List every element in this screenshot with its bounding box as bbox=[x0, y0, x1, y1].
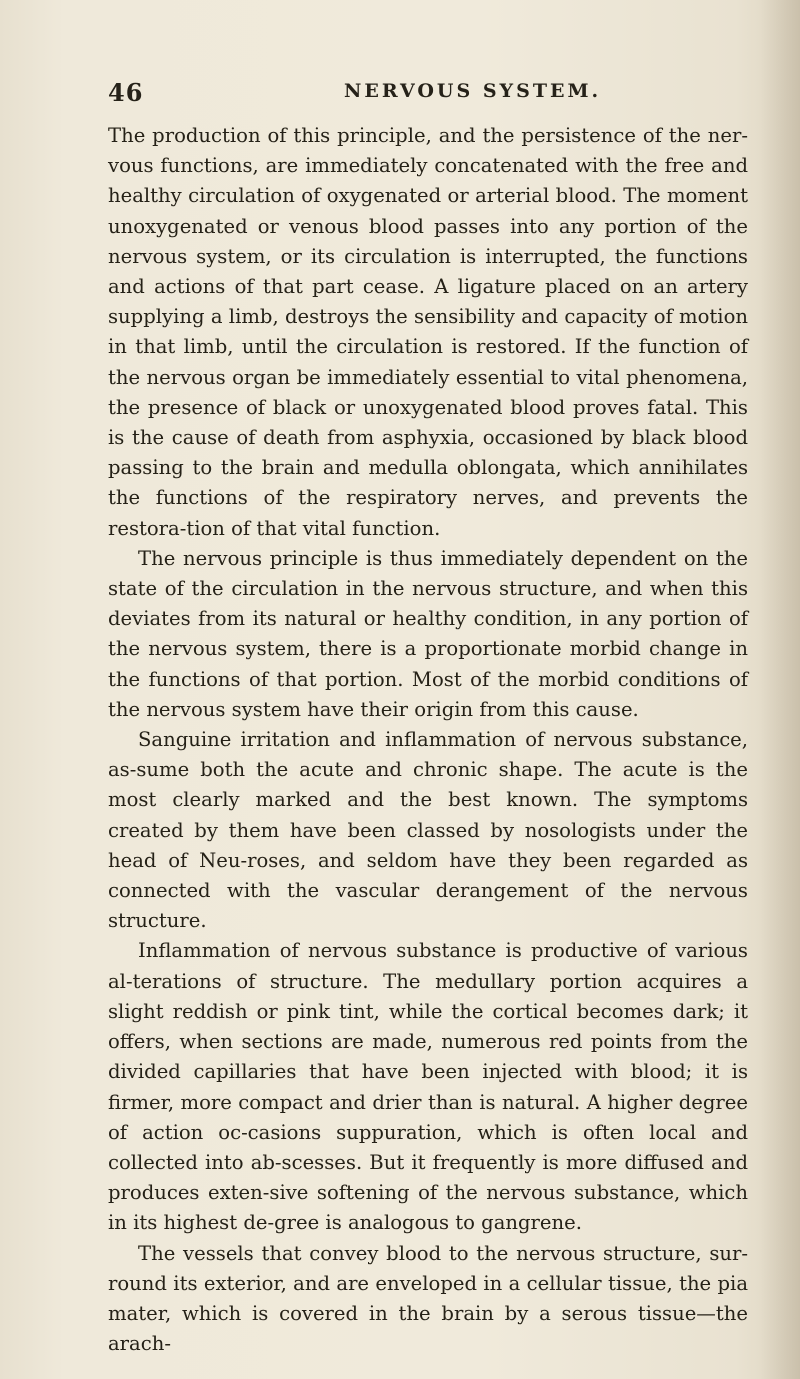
page-edge-shadow bbox=[760, 0, 800, 1379]
paragraph-2: The nervous principle is thus immediately dependent on the state of the circulation in the nervous structure, and when this deviates from its natural or healthy condition, in any portion of the nervous system, there is a proportionate morbid change in the functions of that portion. Most of the morbid conditions of the nervous system have their origin from this cause. bbox=[108, 546, 748, 721]
paragraph-4: Inflammation of nervous substance is productive of various al-terations of structure. The medullary portion acquires a slight reddish or pink tint, while the cortical becomes dark; it offers, when sections are made, numerous red points from the divided capillaries that have been injected with blood; it is firmer, more compact and drier than is natural. A higher degree of action oc-casions suppuration, which is often local and collected into ab-scesses. But it frequently is more diffused and produces exten-sive softening of the nervous substance, which in its highest de-gree is analogous to gangrene. bbox=[108, 939, 748, 1235]
running-title: NERVOUS SYSTEM. bbox=[344, 80, 602, 102]
paragraph-3: Sanguine irritation and inflammation of nervous substance, as-sume both the acute and chronic shape. The acute is the most clearly marked and the best known. The symptoms created by them have been classed by nosologists under the head of Neu-roses, and seldom have they been regarded as connected with the vascular derangement of the nervous structure. bbox=[108, 728, 748, 933]
running-header bbox=[108, 78, 748, 110]
page-number: 46 bbox=[108, 78, 144, 107]
paragraph-5: The vessels that convey blood to the nervous structure, sur-round its exterior, and are enveloped in a cellular tissue, the pia mater, which is covered in the brain by a serous tissue—the arach- bbox=[108, 1241, 748, 1356]
body-text bbox=[108, 121, 748, 1359]
paragraph-1: The production of this principle, and the persistence of the ner-vous functions, are immediately concatenated with the free and healthy circulation of oxygenated or arterial blood. The moment unoxygenated or venous blood passes into any portion of the nervous system, or its circulation is interrupted, the functions and actions of that part cease. A ligature placed on an artery supplying a limb, destroys the sensibility and capacity of motion in that limb, until the circulation is restored. If the function of the nervous organ be immediately essential to vital phenomena, the presence of black or unoxygenated blood proves fatal. This is the cause of death from asphyxia, occasioned by black blood passing to the brain and medulla oblongata, which annihilates the functions of the respiratory nerves, and prevents the restora-tion of that vital function. bbox=[108, 124, 748, 540]
